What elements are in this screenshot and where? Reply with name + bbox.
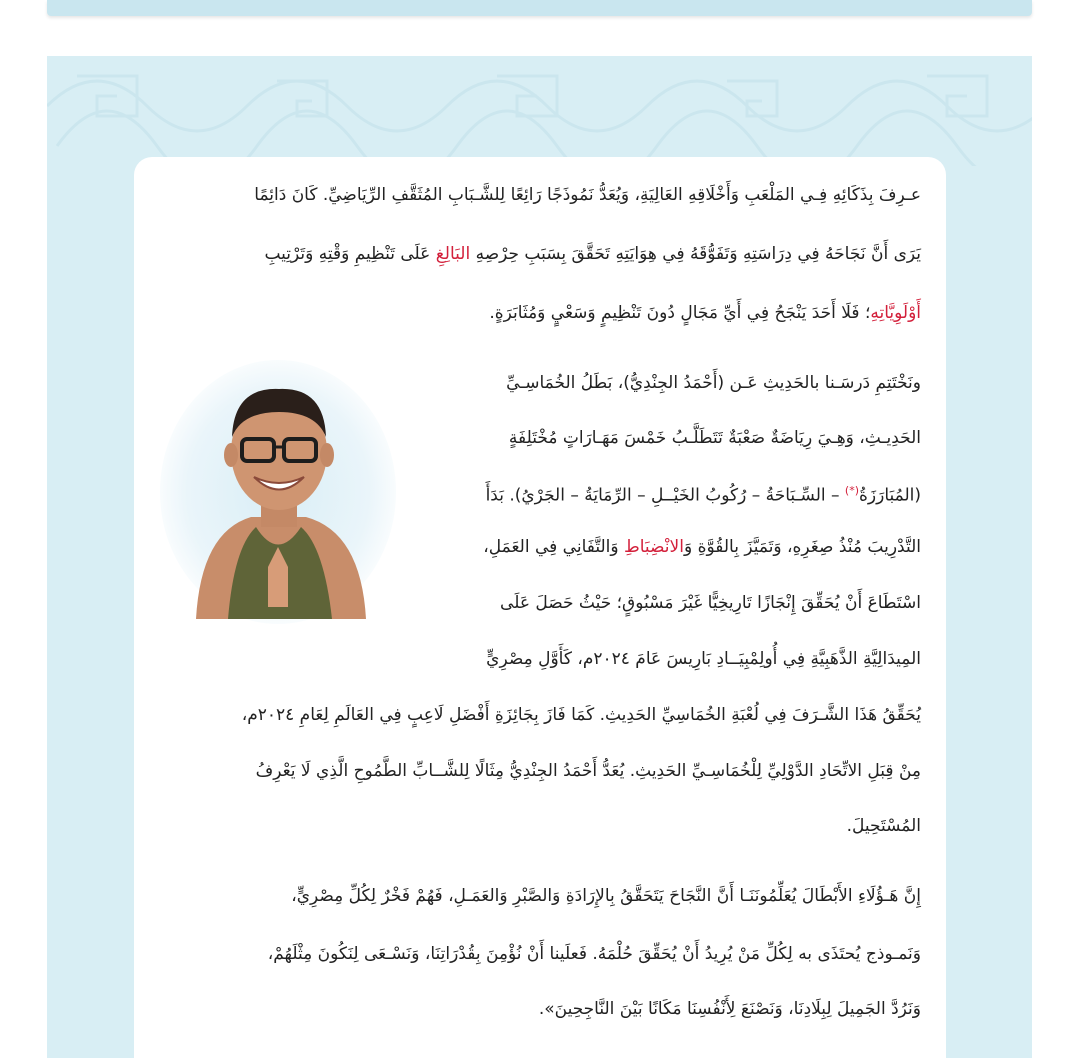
- text-span: المِيدَالِيَّةِ الذَّهَبِيَّةِ فِي أُولِمْبِيَــادِ بَارِيسَ عَامَ ٢٠٢٤م، كَأَوَّلِ مِصْرِيٍّ: [486, 649, 921, 669]
- text-line: [141, 814, 921, 838]
- footnote-mark: (*): [844, 484, 859, 497]
- text-span: وَنَرُدَّ الجَمِيلَ لِبِلَادِنَا، وَنَصْنَعَ لِأَنْفُسِنَا مَكَانًا بَيْنَ النَّاجِحِينَ».: [538, 999, 921, 1019]
- text-line: [401, 591, 921, 615]
- top-page-strip: [47, 0, 1032, 16]
- reading-card: [134, 157, 946, 1058]
- text-line: [141, 703, 921, 727]
- text-line: [401, 535, 921, 559]
- text-span: اسْتَطَاعَ أَنْ يُحَقِّقَ إِنْجَازًا تَارِيخِيًّا غَيْرَ مَسْبُوقٍ؛ حَيْثُ حَصَلَ عَلَى: [500, 593, 921, 613]
- text-span: – السِّـبَاحَةُ – رُكُوبُ الخَيْــلِ – الرِّمَايَةُ – الجَرْيُ). بَدَأَ: [485, 485, 845, 506]
- text-line: [141, 301, 921, 325]
- text-span: وَالتَّفَانِي فِي العَمَلِ،: [483, 537, 625, 557]
- text-line: [401, 426, 921, 450]
- arabesque-pattern-icon: [47, 56, 1032, 166]
- text-line: [141, 884, 921, 908]
- text-line: [141, 183, 921, 207]
- text-span: يَرَى أَنَّ نَجَاحَهُ فِي دِرَاسَتِهِ وَتَفَوُّقَهُ فِي هِوَايَتِهِ تَحَقَّقَ بِسَبَبِ حِرْصِهِ: [470, 244, 921, 264]
- highlighted-word: الانْضِبَاطِ: [624, 537, 684, 557]
- text-span: الحَدِيـثِ، وَهِـيَ رِيَاضَةٌ صَعْبَةٌ تَتَطَلَّـبُ خَمْسَ مَهَـارَاتٍ مُخْتَلِفَةٍ: [508, 428, 921, 448]
- athlete-portrait-icon: [156, 357, 396, 627]
- text-line: [141, 997, 921, 1021]
- text-span: المُسْتَحِيلَ.: [846, 816, 921, 836]
- text-span: عَلَى تَنْظِيمِ وَقْتِهِ وَتَرْتِيبِ: [264, 244, 436, 264]
- text-line: [401, 479, 921, 508]
- text-line: [141, 942, 921, 966]
- text-span: التَّدْرِيبَ مُنْذُ صِغَرِهِ، وَتَمَيَّزَ بِالقُوَّةِ وَ: [683, 537, 921, 557]
- text-span: يُحَقِّقُ هَذَا الشَّـرَفَ فِي لُعْبَةِ الخُمَاسِيِّ الحَدِيثِ. كَمَا فَازَ بِجَائِزَةِ أَفْضَلِ لَاعِبٍ فِي العَالَمِ لِعَامِ ٢٠٢٤م،: [241, 705, 921, 725]
- text-line: [141, 242, 921, 266]
- lesson-panel: [47, 56, 1032, 1058]
- highlighted-word: البَالِغِ: [435, 244, 471, 264]
- text-span: (المُبَارَزَةُ: [859, 485, 921, 506]
- text-span: ونَخْتَتِمِ دَرسَـنا بالحَدِيثِ عَـن (أَحْمَدُ الجِنْدِيُّ)، بَطَلُ الخُمَاسِـيِّ: [506, 373, 921, 393]
- highlighted-word: أَوْلَوِيَّاتِهِ: [870, 303, 921, 323]
- text-line: [401, 647, 921, 671]
- text-span: مِنْ قِبَلِ الاتِّحَادِ الدَّوْلِيِّ لِلْخُمَاسِـيِّ الحَدِيثِ. يُعَدُّ أَحْمَدُ الجِنْدِيُّ مِثَالًا لِلشَّــابِّ الطَّمُوحِ الَّذِي لَا يَعْرِفُ: [255, 761, 921, 781]
- text-span: ؛ فَلَا أَحَدَ يَنْجَحُ فِي أَيِّ مَجَالٍ دُونَ تَنْظِيمٍ وَسَعْيٍ وَمُثَابَرَةٍ.: [489, 303, 871, 323]
- text-line: [141, 759, 921, 783]
- text-line: [401, 371, 921, 395]
- text-span: وَنَمـوذج يُحتَذَى به لِكُلِّ مَنْ يُرِيدُ أَنْ يُحَقِّقَ حُلْمَهُ. فَعلَينا أَنْ نُؤْمِنَ بِقُدْرَاتِنَا، وَنَسْـعَى لِنَكُونَ مِثْلَهُمْ،: [267, 944, 921, 964]
- text-span: إِنَّ هَـؤُلَاءِ الأَبْطَالَ يُعَلِّمُونَنَـا أَنَّ النَّجَاحَ يَتَحَقَّقُ بِالإِرَادَةِ وَالصَّبْرِ وَالعَمَـلِ، فَهُمْ فَخْرٌ لِكُلِّ مِصْرِيٍّ،: [291, 886, 921, 906]
- text-span: عـرِفَ بِذَكَائِهِ فِـي المَلْعَبِ وَأَخْلَاقِهِ العَالِيَةِ، وَيُعَدُّ نَمُوذَجًا رَائِعًا لِلشَّـبَابِ المُثَقَّفِ الرِّيَاضِيِّ. كَانَ دَائِمًا: [254, 185, 921, 205]
